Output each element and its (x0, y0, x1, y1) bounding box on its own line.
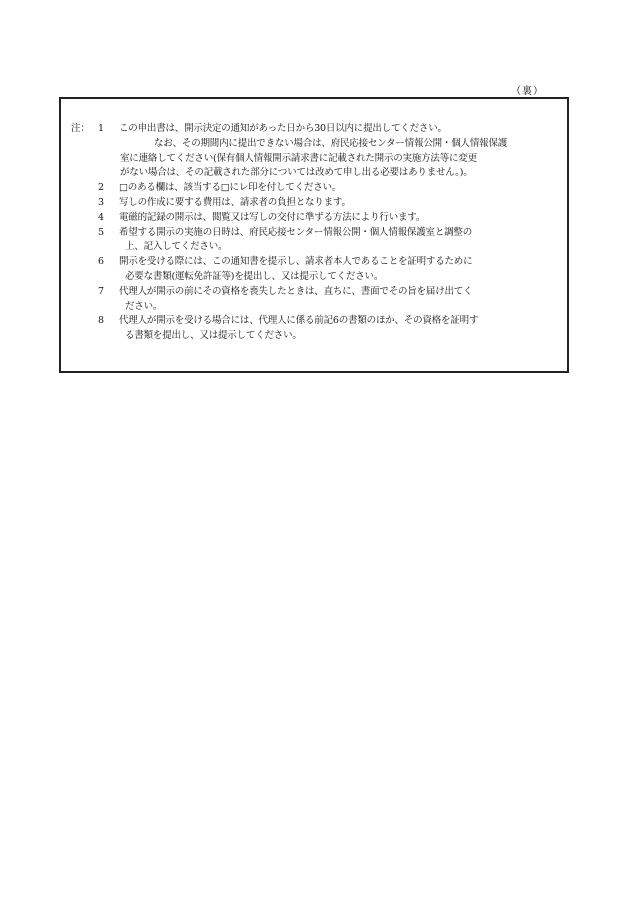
note-sub-line: なお、その期間内に提出できない場合は、府民応接センター情報公開・個人情報保護 (154, 137, 508, 149)
note-number: 8 (98, 315, 104, 327)
note-item (97, 211, 557, 226)
note-item (97, 255, 557, 285)
notes-box (59, 97, 569, 373)
note-number: 4 (98, 211, 104, 223)
note-text (119, 196, 557, 211)
note-sub-line: がない場合は、その記載された部分については改めて申し出る必要はありません。)。 (120, 167, 473, 179)
note-line: この申出書は、開示決定の通知があった日から30日以内に提出してください。 (119, 123, 447, 134)
note-number: 1 (98, 123, 104, 134)
page-side-mark: （裏） (511, 86, 544, 97)
note-number: 7 (98, 285, 104, 297)
notes-label: 注： (71, 123, 91, 134)
note-line: 上、記入してください。 (125, 241, 228, 253)
note-line: 写しの作成に要する費用は、請求者の負担となります。 (119, 196, 351, 208)
note-text (119, 255, 557, 285)
note-line: 代理人が開示を受ける場合には、代理人に係る前記6の書類のほか、その資格を証明す (119, 315, 479, 327)
note-text (119, 122, 557, 137)
note-number: 6 (98, 256, 104, 268)
note-item (97, 122, 557, 181)
note-item (97, 181, 557, 196)
note-text (119, 211, 557, 226)
note-number: 3 (98, 196, 104, 208)
note-text (119, 226, 557, 256)
note-text (119, 285, 557, 315)
note-line: □のある欄は、該当する□にレ印を付してください。 (119, 182, 342, 194)
note-line: 開示を受ける際には、この通知書を提示し、請求者本人であることを証明するために (119, 256, 473, 268)
note-line: 電磁的記録の開示は、閲覧又は写しの交付に準ずる方法により行います。 (119, 211, 426, 223)
note-text (119, 314, 557, 344)
note-line: ださい。 (125, 300, 163, 312)
note-item (97, 196, 557, 211)
note-text (119, 181, 557, 196)
note-line: 代理人が開示の前にその資格を喪失したときは、直ちに、書面でその旨を届け出てく (119, 285, 473, 297)
notes-list (97, 122, 557, 344)
note-line: 必要な書類(運転免許証等)を提出し、又は提示してください。 (125, 270, 384, 282)
note-item (97, 285, 557, 315)
note-line: 希望する開示の実施の日時は、府民応接センター情報公開・個人情報保護室と調整の (119, 226, 473, 238)
note-number: 5 (98, 226, 104, 238)
note-item (97, 314, 557, 344)
note-number: 2 (98, 182, 104, 194)
note-sub-line: 室に連絡してください(保有個人情報開示請求書に記載された開示の実施方法等に変更 (120, 152, 477, 164)
note-item (97, 226, 557, 256)
note-line: る書類を提出し、又は提示してください。 (125, 330, 302, 342)
